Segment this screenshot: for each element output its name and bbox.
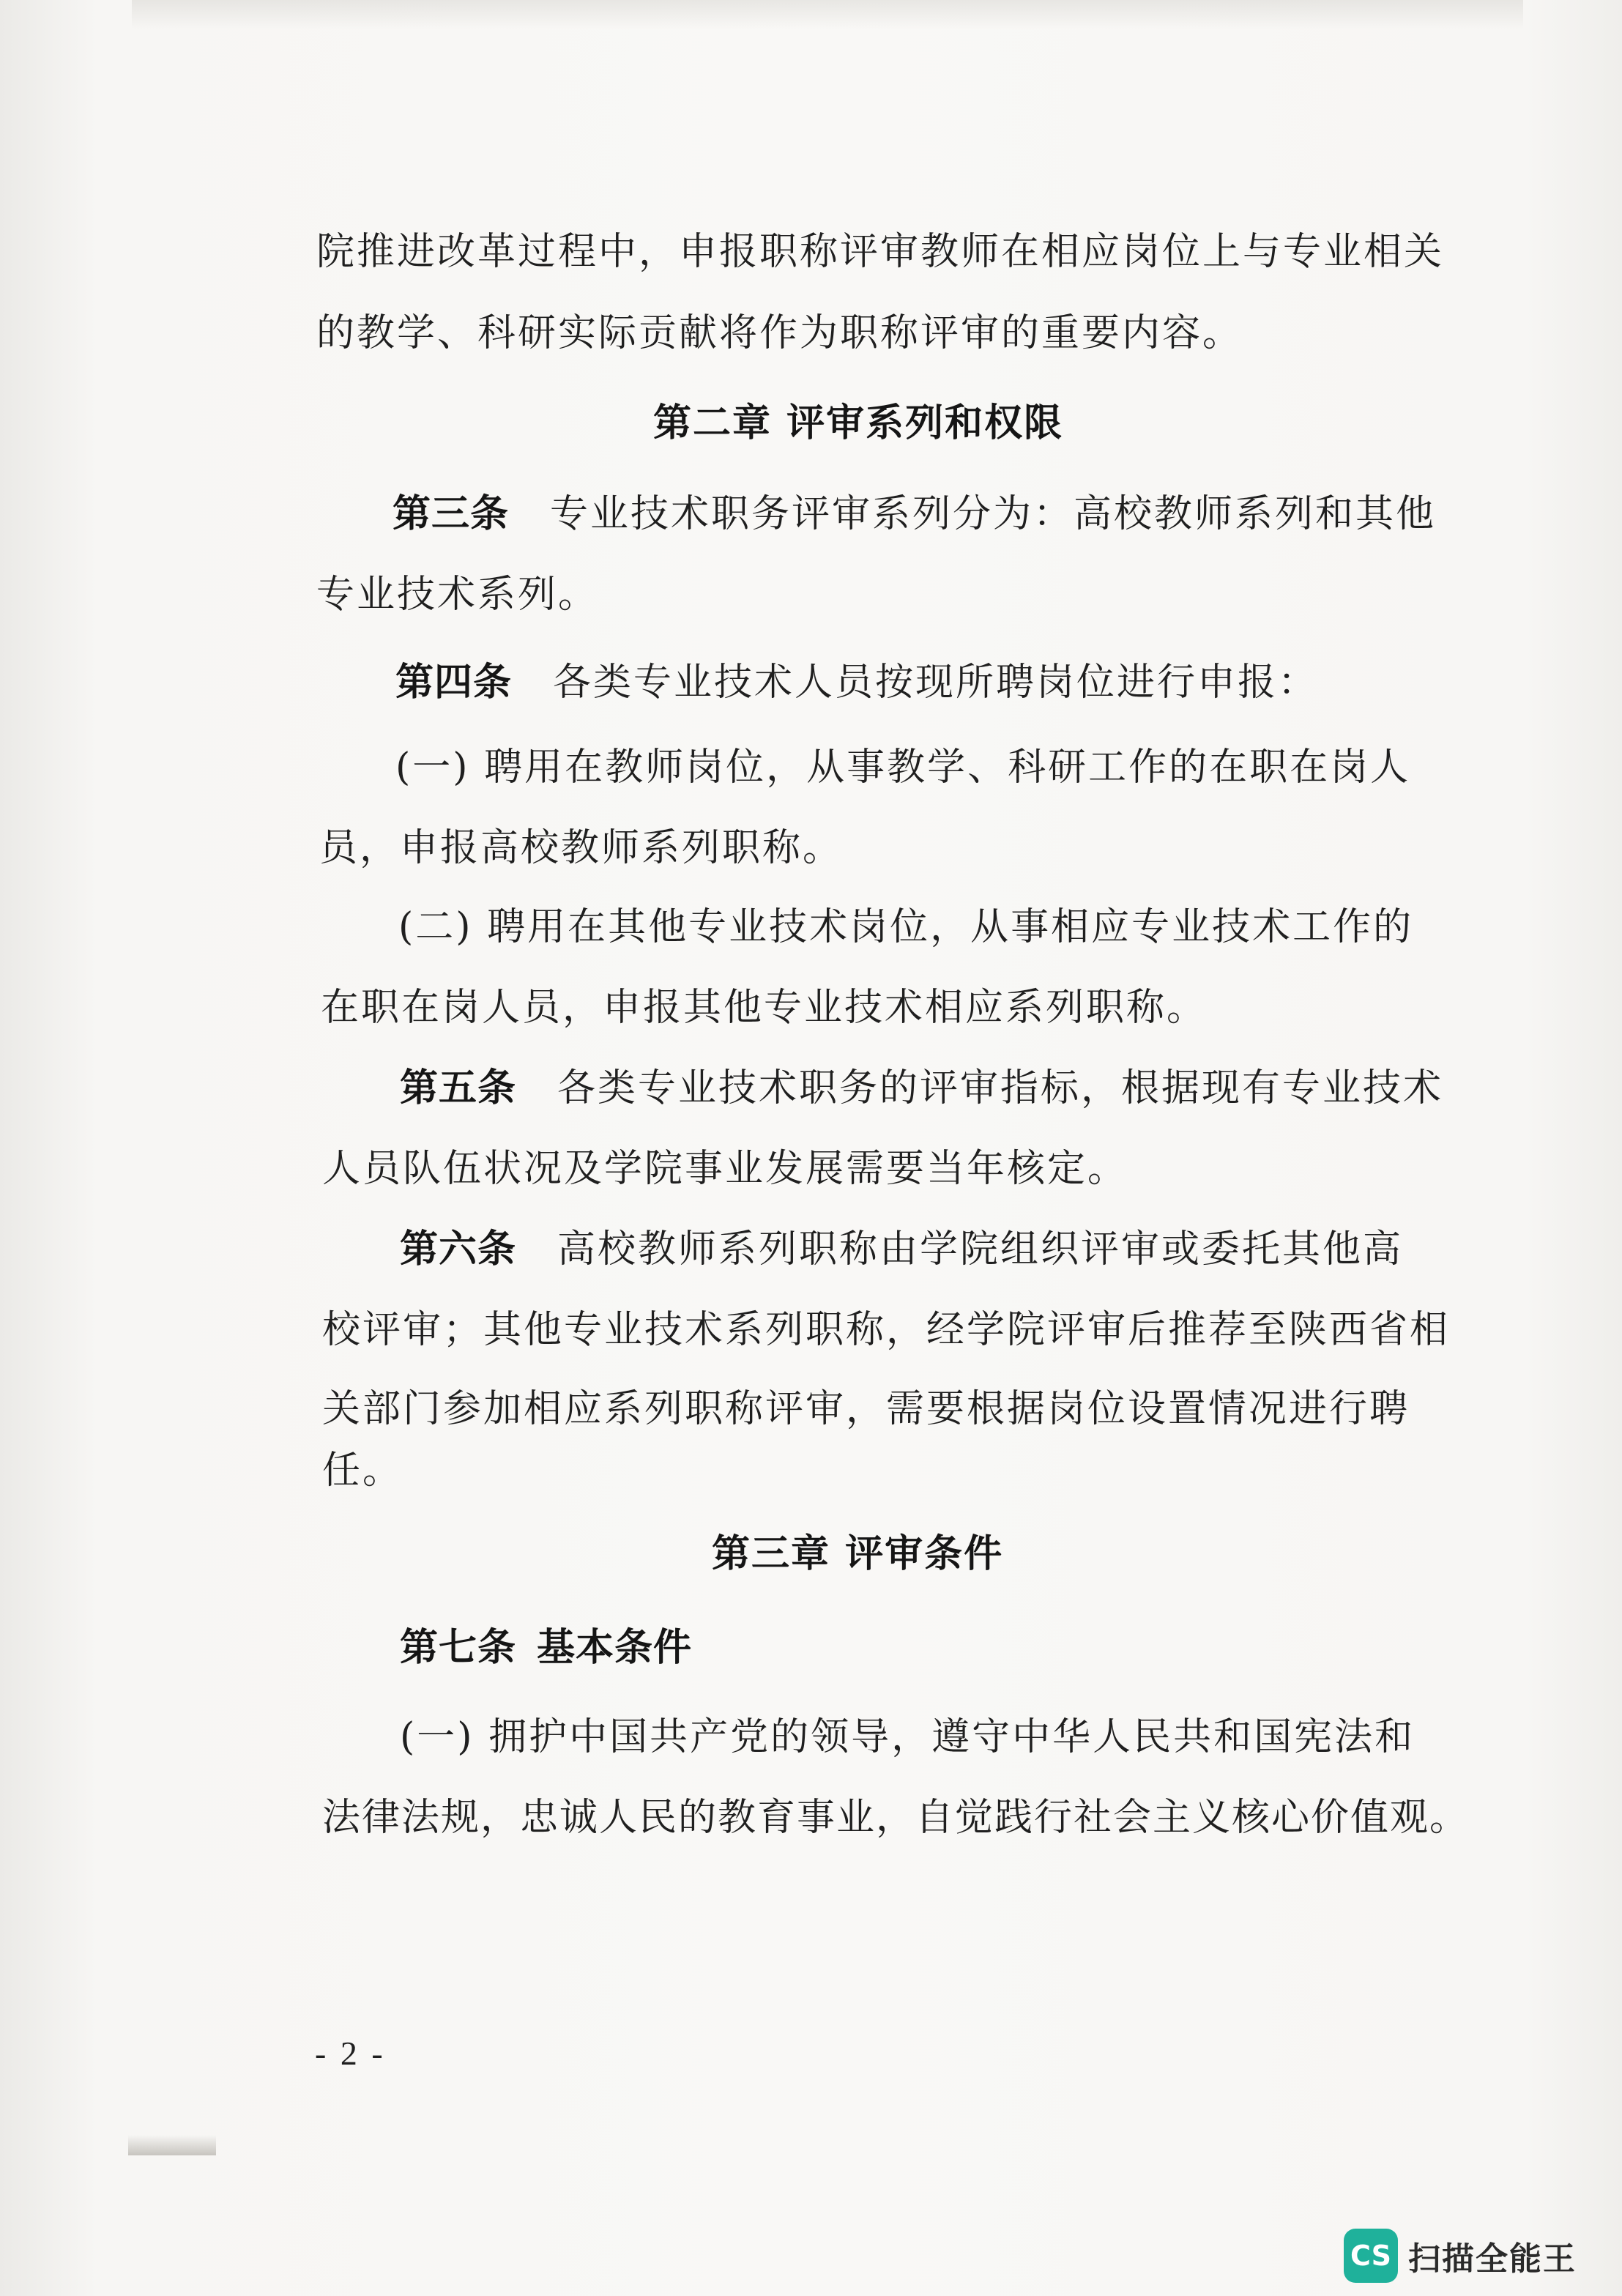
article-4-item-1-line-2: 员，申报高校教师系列职称。: [319, 826, 844, 870]
camscanner-logo-icon: CS: [1344, 2229, 1398, 2283]
chapter-2-title: 第二章 评审系列和权限: [653, 401, 1064, 445]
camscanner-text: 扫描全能王: [1408, 2240, 1577, 2278]
article-7-item-1-line-1: (一) 拥护中国共产党的领导，遵守中华人民共和国宪法和: [400, 1715, 1415, 1759]
article-4-label: 第四条: [395, 661, 513, 705]
article-7-line-1: [400, 1626, 692, 1670]
scan-shadow-bottom: [128, 2135, 216, 2155]
article-7-item-1-line-2: 法律法规，忠诚人民的教育事业，自觉践行社会主义核心价值观。: [322, 1796, 1470, 1840]
article-4-item-1-line-1: (一) 聘用在教师岗位，从事教学、科研工作的在职在岗人: [395, 746, 1411, 790]
article-4-item-2-line-2: 在职在岗人员，申报其他专业技术相应系列职称。: [321, 986, 1208, 1030]
article-3-line-2: 专业技术系列。: [316, 573, 599, 617]
chapter-3-title: 第三章 评审条件: [712, 1532, 1004, 1576]
article-7-title: 基本条件: [537, 1626, 693, 1670]
article-6-line-3: 关部门参加相应系列职称评审，需要根据岗位设置情况进行聘: [322, 1387, 1410, 1431]
camscanner-watermark: [1344, 2226, 1577, 2285]
article-5-label: 第五条: [400, 1066, 517, 1110]
article-6-line-2: 校评审；其他专业技术系列职称，经学院评审后推荐至陕西省相: [322, 1308, 1451, 1352]
article-4-item-2-line-1: (二) 聘用在其他专业技术岗位，从事相应专业技术工作的: [398, 905, 1414, 949]
article-3-label: 第三条: [393, 492, 510, 536]
page-number: - 2 -: [315, 2035, 386, 2072]
scan-shadow-top: [132, 0, 1523, 29]
article-6-label: 第六条: [400, 1227, 517, 1271]
article-7-label: 第七条: [400, 1626, 517, 1670]
article-3-line-1: 第三条 专业技术职务评审系列分为：高校教师系列和其他: [393, 492, 1437, 536]
article-6-line-4: 任。: [322, 1449, 403, 1493]
article-4-line-1: 第四条 各类专业技术人员按现所聘岗位进行申报：: [395, 661, 1319, 705]
body-line: 院推进改革过程中，申报职称评审教师在相应岗位上与专业相关: [316, 230, 1445, 274]
article-5-line-1: 第五条 各类专业技术职务的评审指标，根据现有专业技术: [400, 1066, 1444, 1110]
body-line: 的教学、科研实际贡献将作为职称评审的重要内容。: [316, 311, 1243, 355]
article-5-line-2: 人员队伍状况及学院事业发展需要当年核定。: [322, 1147, 1128, 1191]
article-6-line-1: 第六条 高校教师系列职称由学院组织评审或委托其他高: [400, 1227, 1404, 1271]
